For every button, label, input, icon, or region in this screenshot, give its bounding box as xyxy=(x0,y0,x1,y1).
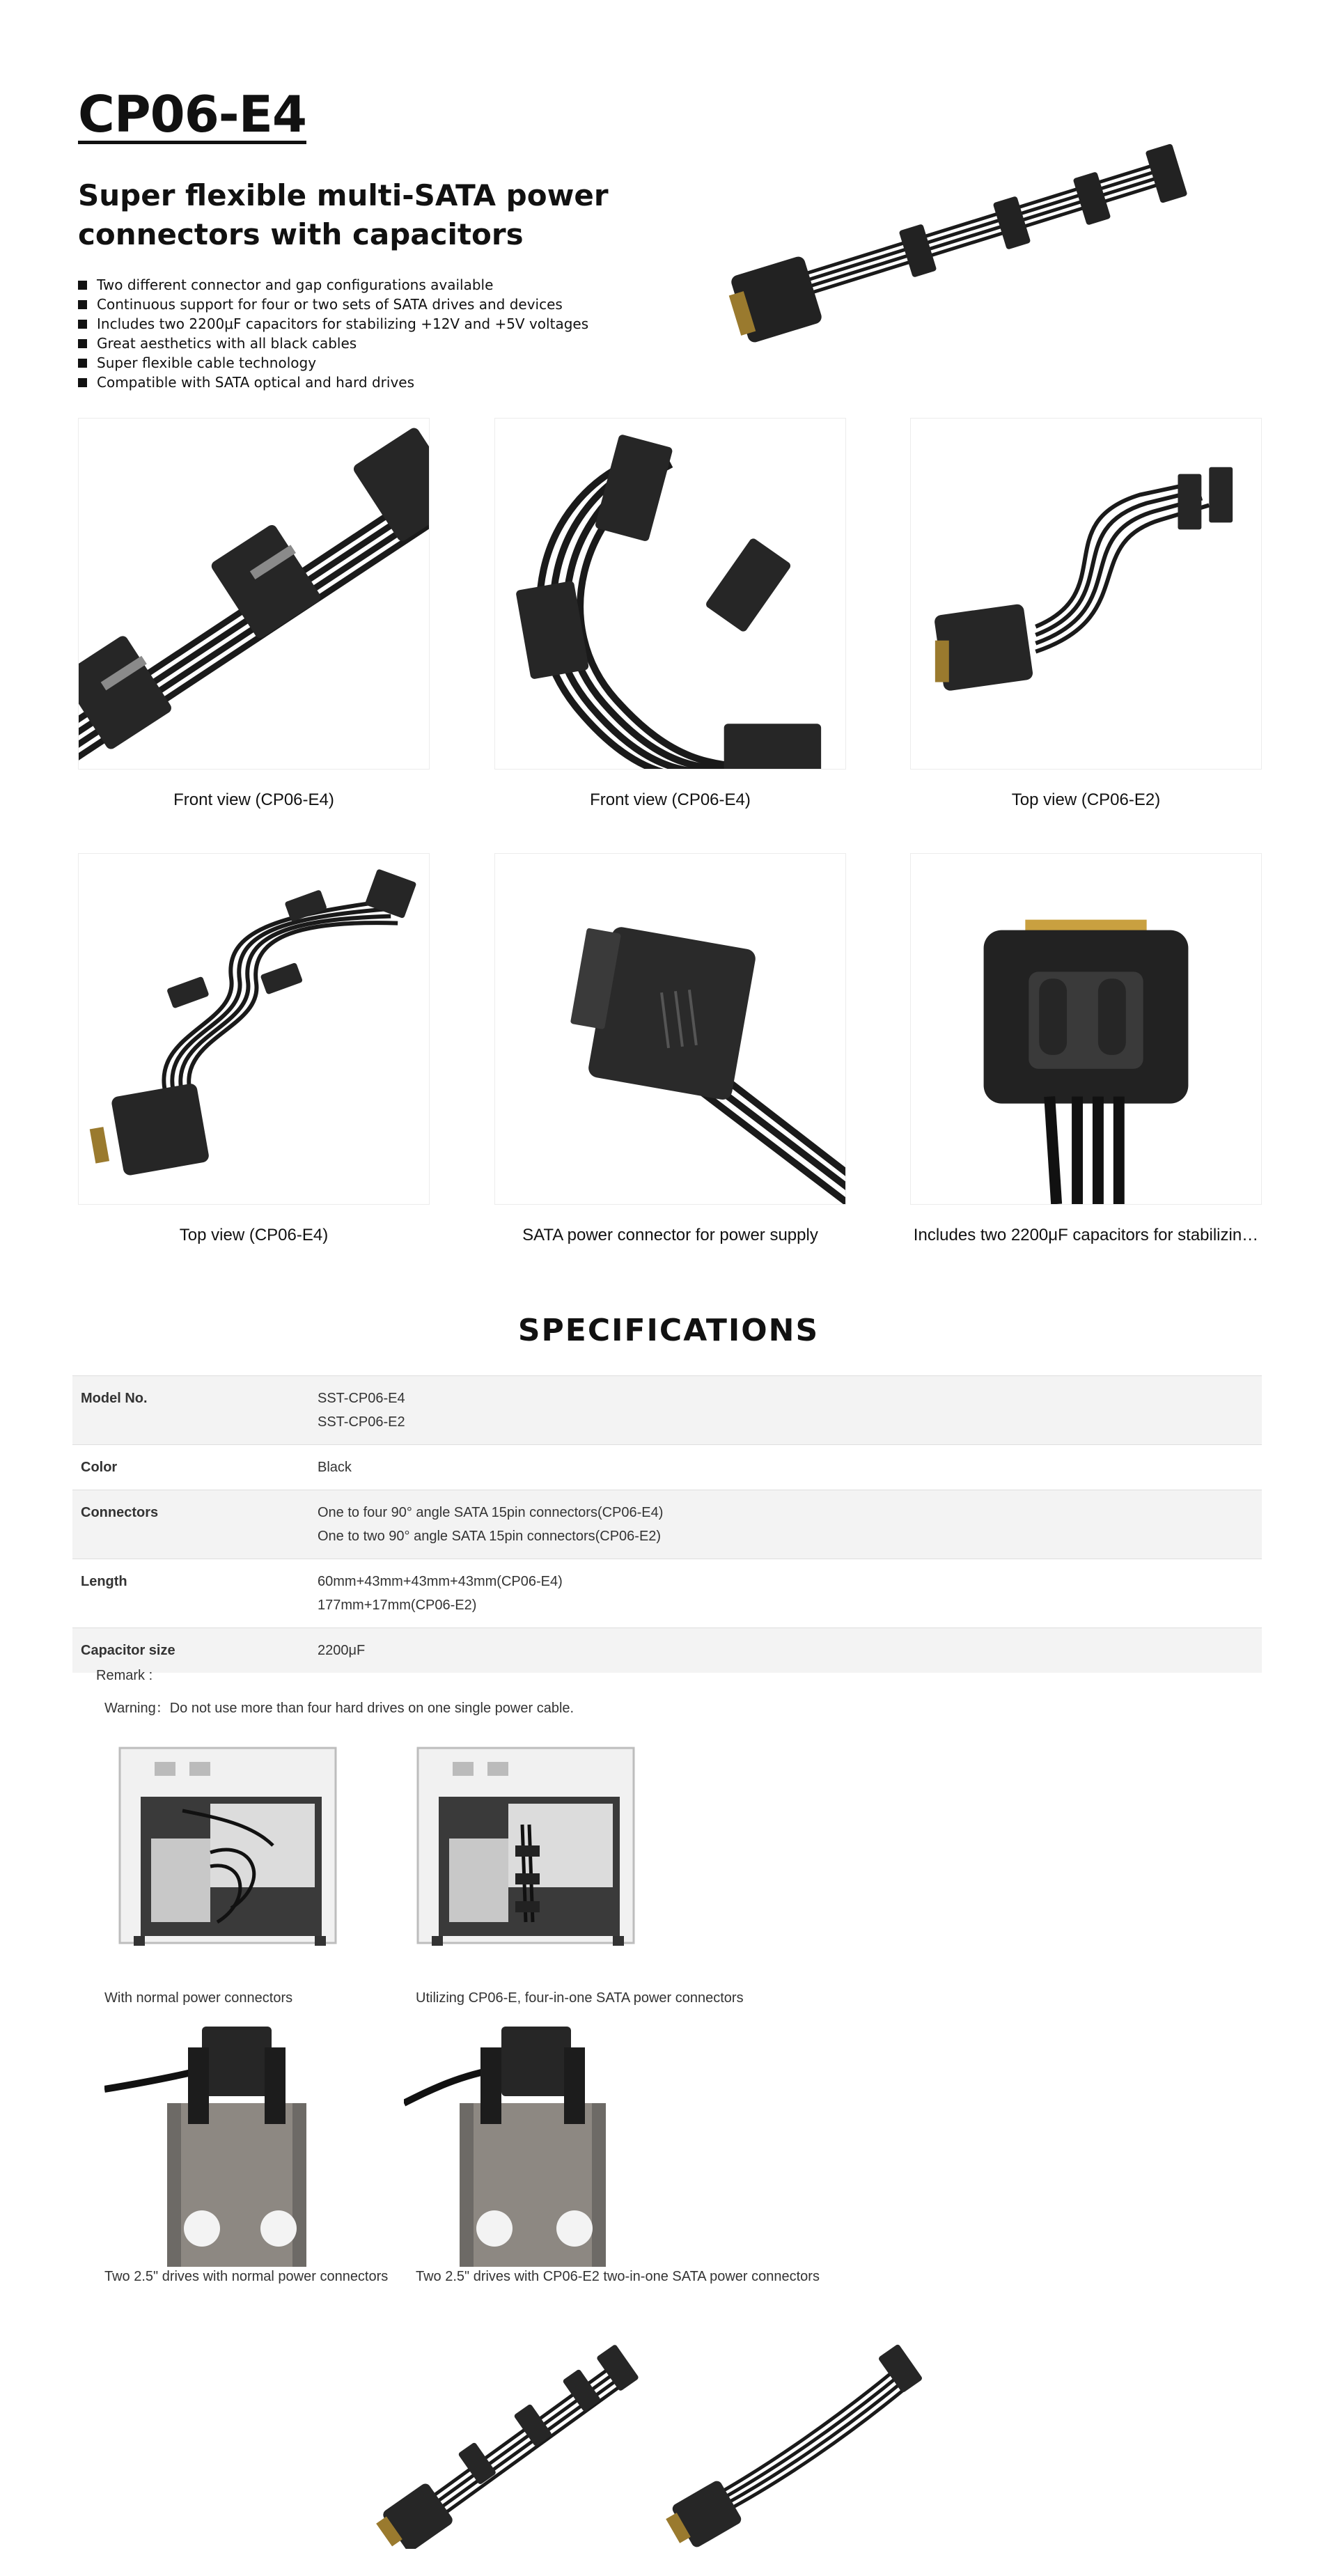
gallery-caption: Includes two 2200μF capacitors for stabilizin… xyxy=(913,1226,1259,1244)
specifications-table xyxy=(72,1375,1262,1673)
gallery-image[interactable] xyxy=(910,418,1262,770)
gallery-caption: Front view (CP06-E4) xyxy=(173,790,334,809)
gallery-item xyxy=(910,418,1262,810)
cable-image-cp06-e2 xyxy=(665,2340,930,2549)
square-bullet-icon xyxy=(78,359,87,368)
feature-item: Two different connector and gap configurations available xyxy=(78,275,588,295)
product-title: CP06-E4 xyxy=(78,85,306,143)
gallery-image[interactable] xyxy=(78,853,430,1205)
feature-item: Includes two 2200μF capacitors for stabilizing +12V and +5V voltages xyxy=(78,314,588,334)
feature-item: Compatible with SATA optical and hard drives xyxy=(78,373,588,392)
gallery-image[interactable] xyxy=(910,853,1262,1205)
table-row xyxy=(72,1445,1262,1490)
square-bullet-icon xyxy=(78,339,87,348)
gallery-item xyxy=(494,418,846,810)
table-row xyxy=(72,1628,1262,1673)
gallery-item xyxy=(78,853,430,1245)
spec-value: 60mm+43mm+43mm+43mm(CP06-E4) 177mm+17mm(CP06-E2) xyxy=(309,1559,1262,1628)
spec-key: Capacitor size xyxy=(72,1628,309,1673)
spec-value: SST-CP06-E4 SST-CP06-E2 xyxy=(309,1376,1262,1445)
gallery-item xyxy=(910,853,1262,1245)
drives-photo-normal-connectors xyxy=(104,2027,320,2267)
square-bullet-icon xyxy=(78,281,87,290)
spec-key: Connectors xyxy=(72,1490,309,1559)
remark-label: Remark : xyxy=(96,1668,153,1683)
gallery-image[interactable] xyxy=(78,418,430,770)
cable-image-cp06-e4 xyxy=(376,2340,641,2549)
table-row xyxy=(72,1559,1262,1628)
gallery-item xyxy=(494,853,846,1245)
table-row xyxy=(72,1376,1262,1445)
gallery-image[interactable] xyxy=(494,418,846,770)
gallery-caption: SATA power connector for power supply xyxy=(522,1226,818,1244)
warning-text: Warning：Do not use more than four hard drives on one single power cable. xyxy=(104,1701,574,1716)
feature-item: Great aesthetics with all black cables xyxy=(78,334,588,353)
comparison-caption: Two 2.5" drives with normal power connectors xyxy=(104,2269,389,2284)
spec-value: Black xyxy=(309,1445,1262,1490)
square-bullet-icon xyxy=(78,300,87,309)
gallery-caption: Top view (CP06-E4) xyxy=(179,1226,329,1244)
product-subtitle: Super flexible multi-SATA power connectors with capacitors xyxy=(78,178,609,251)
case-photo-cp06e-connectors xyxy=(411,1741,641,1957)
drives-photo-cp06e2-connectors xyxy=(404,2027,620,2267)
square-bullet-icon xyxy=(78,320,87,329)
feature-item: Super flexible cable technology xyxy=(78,353,588,373)
gallery-caption: Front view (CP06-E4) xyxy=(590,790,751,809)
table-row xyxy=(72,1490,1262,1559)
hero-cable-image xyxy=(724,132,1198,362)
comparison-caption: With normal power connectors xyxy=(104,1990,293,2006)
spec-key: Length xyxy=(72,1559,309,1628)
feature-item: Continuous support for four or two sets of SATA drives and devices xyxy=(78,295,588,314)
spec-value: 2200μF xyxy=(309,1628,1262,1673)
spec-key: Color xyxy=(72,1445,309,1490)
comparison-caption: Two 2.5" drives with CP06-E2 two-in-one SATA power connectors xyxy=(416,2269,820,2284)
spec-value: One to four 90° angle SATA 15pin connectors(CP06-E4) One to two 90° angle SATA 15pin connectors(CP06-E2) xyxy=(309,1490,1262,1559)
specifications-heading: SPECIFICATIONS xyxy=(517,1313,820,1348)
gallery-caption: Top view (CP06-E2) xyxy=(1011,790,1161,809)
feature-list xyxy=(78,275,588,392)
square-bullet-icon xyxy=(78,378,87,387)
gallery-image[interactable] xyxy=(494,853,846,1205)
case-photo-normal-connectors xyxy=(113,1741,343,1957)
spec-key: Model No. xyxy=(72,1376,309,1445)
comparison-caption: Utilizing CP06-E, four-in-one SATA power connectors xyxy=(416,1990,744,2006)
gallery-item xyxy=(78,418,430,810)
